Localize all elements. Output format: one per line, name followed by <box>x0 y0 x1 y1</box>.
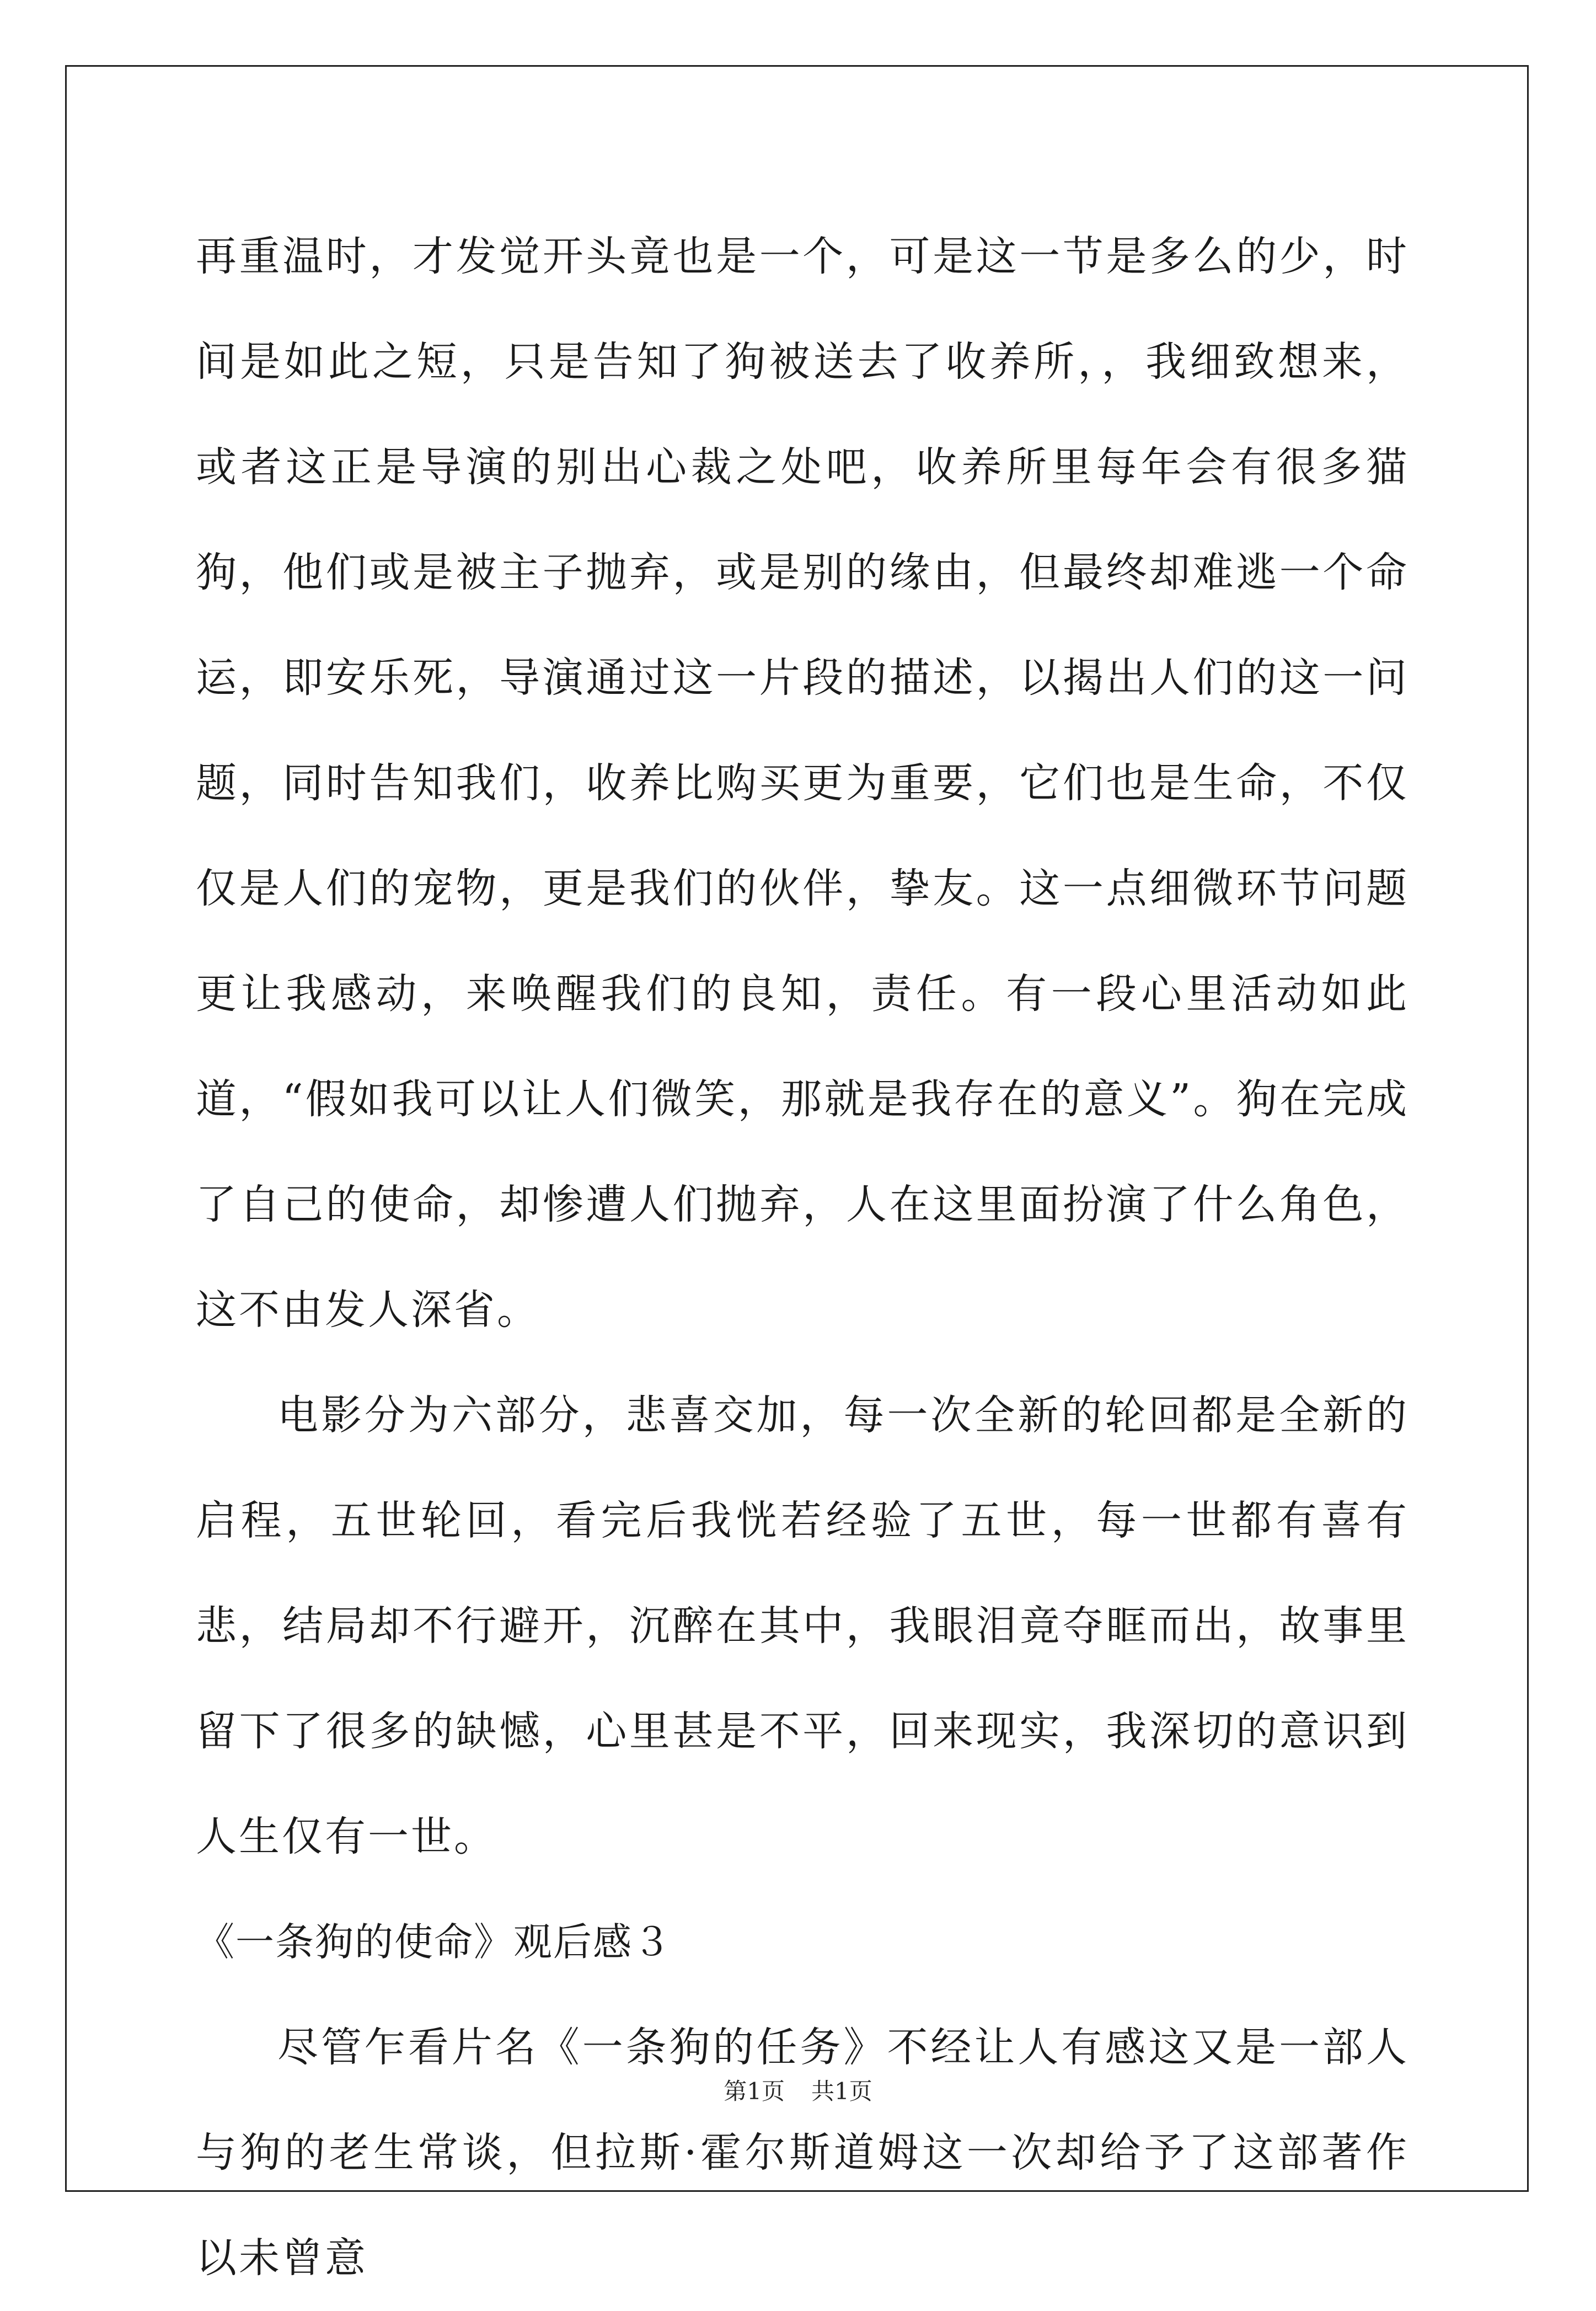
page-number-total: 共1页 <box>811 2078 872 2105</box>
paragraph-2: 电影分为六部分，悲喜交加，每一次全新的轮回都是全新的启程，五世轮回，看完后我恍若经验了五世，每一世都有喜有悲，结局却不行避开，沉醉在其中，我眼泪竟夺眶而出，故事里留下了很多的缺憾，心里甚是不平，回来现实，我深切的意识到人生仅有一世。 <box>196 1392 1409 1860</box>
paragraph-1: 再重温时，才发觉开头竟也是一个，可是这一节是多么的少，时间是如此之短，只是告知了狗被送去了收养所，，我细致想来，或者这正是导演的别出心裁之处吧，收养所里每年会有很多猫狗，他们或是被主子抛弃，或是别的缘由，但最终却难逃一个命运，即安乐死，导演通过这一片段的描述，以揭出人们的这一问题，同时告知我们，收养比购买更为重要，它们也是生命，不仅仅是人们的宠物，更是我们的伙伴，挚友。这一点细微环节问题更让我感动，来唤醒我们的良知，责任。有一段心里活动如此道，“假如我可以让人们微笑，那就是我存在的意义”。狗在完成了自己的使命，却惨遭人们抛弃，人在这里面扮演了什么角色，这不由发人深省。 <box>196 233 1409 1334</box>
section-heading: 《一条狗的使命》观后感３ <box>196 1919 672 1965</box>
page-number-current: 第1页 <box>724 2078 785 2105</box>
document-body <box>196 204 1409 2311</box>
page-footer <box>0 2075 1596 2108</box>
paragraph-3: 尽管乍看片名《一条狗的任务》不经让人有感这又是一部人与狗的老生常谈，但拉斯·霍尔斯道姆这一次却给予了这部著作以未曾意 <box>196 2024 1409 2282</box>
